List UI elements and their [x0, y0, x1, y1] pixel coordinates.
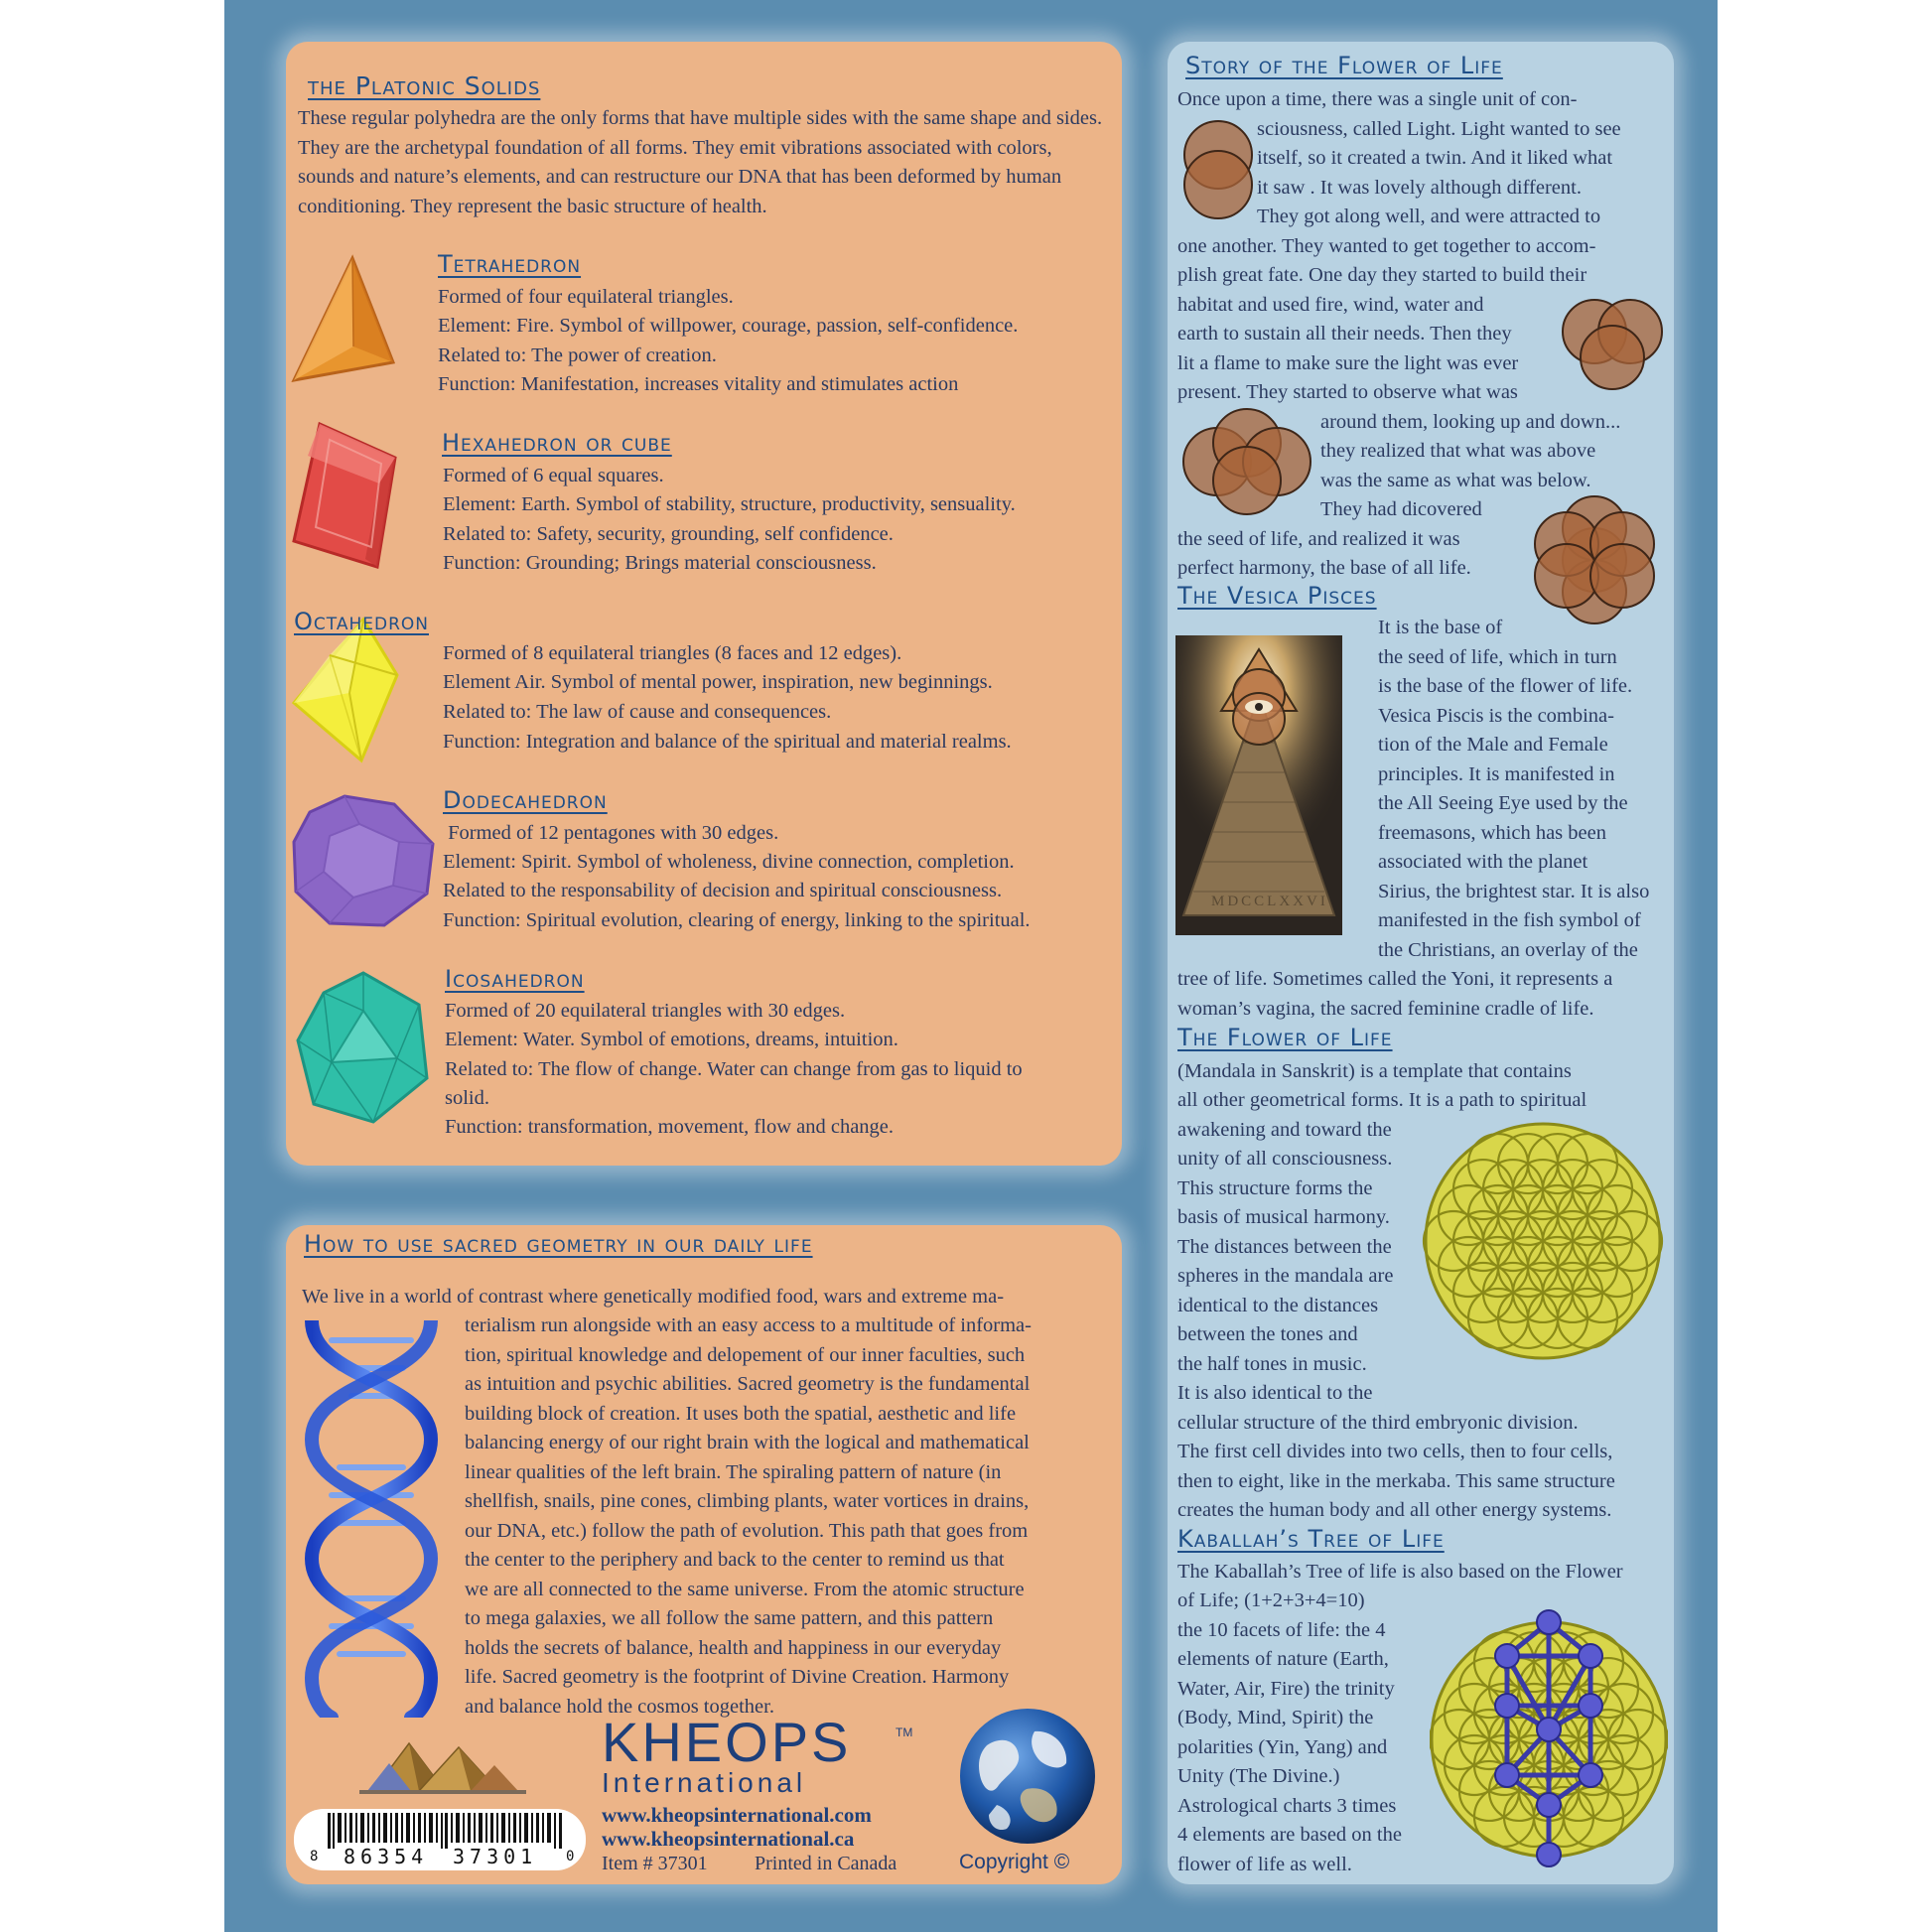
- flower-line-a1: (Mandala in Sanskrit) is a template that contains: [1177, 1060, 1572, 1082]
- icosahedron-line-3: Related to: The flow of change. Water can change from gas to liquid to: [445, 1058, 1023, 1080]
- vesica-line-a3: is the base of the flower of life.: [1378, 675, 1633, 697]
- item-number: Item # 37301: [602, 1853, 708, 1874]
- platonic-title: the Platonic Solids: [308, 71, 541, 100]
- flower-line-b3: This structure forms the: [1177, 1177, 1373, 1199]
- story-line-c1: one another. They wanted to get together to accom-: [1177, 235, 1596, 257]
- kabbalah-line-b1: the 10 facets of life: the 4: [1177, 1619, 1386, 1641]
- tree-of-life-icon: [1430, 1606, 1668, 1872]
- flower-line-b8: between the tones and: [1177, 1323, 1358, 1345]
- vesica-title: The Vesica Pisces: [1177, 582, 1377, 610]
- solid-name-dodecahedron: Dodecahedron: [443, 786, 608, 814]
- dodecahedron-line-2: Element: Spirit. Symbol of wholeness, divine connection, completion.: [443, 851, 1015, 873]
- octahedron-line-2: Element Air. Symbol of mental power, inspiration, new beginnings.: [443, 671, 993, 693]
- dodecahedron-line-4: Function: Spiritual evolution, clearing of energy, linking to the spiritual.: [443, 909, 1031, 931]
- flower-line-c3: then to eight, like in the merkaba. This same structure: [1177, 1470, 1615, 1492]
- solid-name-cube: Hexahedron or cube: [442, 429, 672, 457]
- icosahedron-icon: [294, 971, 433, 1126]
- story-line-c5: lit a flame to make sure the light was ever: [1177, 352, 1519, 374]
- flower-line-c2: The first cell divides into two cells, then to four cells,: [1177, 1441, 1613, 1462]
- three-circles-icon: [1559, 294, 1668, 393]
- kabbalah-line-a1: The Kaballah’s Tree of life is also based on the Flower: [1177, 1561, 1623, 1583]
- four-circles-icon: [1177, 407, 1316, 516]
- flower-line-b2: unity of all consciousness.: [1177, 1148, 1393, 1170]
- flower-title: The Flower of Life: [1177, 1024, 1393, 1051]
- vesica-line-b2: woman’s vagina, the sacred feminine cradle of life.: [1177, 998, 1594, 1020]
- flower-of-life-icon: [1418, 1116, 1668, 1366]
- story-line-c3: habitat and used fire, wind, water and: [1177, 294, 1484, 316]
- flower-line-c1: cellular structure of the third embryonic division.: [1177, 1412, 1579, 1434]
- flower-line-b7: identical to the distances: [1177, 1295, 1379, 1316]
- kabbalah-line-a2: of Life; (1+2+3+4=10): [1177, 1589, 1365, 1611]
- vesica-line-a11: manifested in the fish symbol of: [1378, 909, 1641, 931]
- how-to-line-12: holds the secrets of balance, health and happiness in our everyday: [465, 1637, 1002, 1659]
- kabbalah-line-b5: polarities (Yin, Yang) and: [1177, 1736, 1388, 1758]
- barcode-digit-1: 8: [310, 1849, 319, 1864]
- tetrahedron-line-1: Formed of four equilateral triangles.: [438, 286, 734, 308]
- vesica-line-a8: freemasons, which has been: [1378, 822, 1606, 844]
- vesica-line-a2: the seed of life, which in turn: [1378, 646, 1617, 668]
- how-to-line-11: to mega galaxies, we all follow the same pattern, and this pattern: [465, 1607, 994, 1629]
- brand-subtitle: International: [602, 1767, 807, 1798]
- story-line-e1: the seed of life, and realized it was: [1177, 528, 1460, 550]
- story-line-b4: They got along well, and were attracted to: [1257, 206, 1601, 227]
- kabbalah-line-b2: elements of nature (Earth,: [1177, 1648, 1389, 1670]
- vesica-line-a5: tion of the Male and Female: [1378, 734, 1608, 756]
- flower-line-b1: awakening and toward the: [1177, 1119, 1392, 1141]
- solid-name-tetrahedron: Tetrahedron: [438, 250, 582, 278]
- how-to-line-14: and balance hold the cosmos together.: [465, 1696, 774, 1718]
- tetrahedron-line-4: Function: Manifestation, increases vitality and stimulates action: [438, 373, 959, 395]
- cube-icon: [290, 420, 401, 579]
- story-line-d4: They had dicovered: [1320, 498, 1482, 520]
- octahedron-line-4: Function: Integration and balance of the spiritual and material realms.: [443, 731, 1012, 753]
- story-line-b3: it saw . It was lovely although different.: [1257, 177, 1582, 199]
- kabbalah-line-b8: 4 elements are based on the: [1177, 1824, 1402, 1846]
- vesica-line-a10: Sirius, the brightest star. It is also: [1378, 881, 1650, 902]
- vesica-line-a12: the Christians, an overlay of the: [1378, 939, 1638, 961]
- tetrahedron-line-2: Element: Fire. Symbol of willpower, courage, passion, self-confidence.: [438, 315, 1019, 337]
- how-to-line-1: terialism run alongside with an easy access to a multitude of informa-: [465, 1314, 1032, 1336]
- how-to-line-7: shellfish, snails, pine cones, climbing plants, water vortices in drains,: [465, 1490, 1030, 1512]
- earth-globe-icon: [957, 1706, 1098, 1847]
- flower-line-b10: It is also identical to the: [1177, 1382, 1373, 1404]
- barcode-icon: [328, 1813, 566, 1849]
- story-line-d1: around them, looking up and down...: [1320, 411, 1621, 433]
- icosahedron-line-2: Element: Water. Symbol of emotions, dreams, intuition.: [445, 1029, 898, 1050]
- how-to-line-4: building block of creation. It uses both the spatial, aesthetic and life: [465, 1403, 1017, 1425]
- vesica-line-a6: principles. It is manifested in: [1378, 763, 1615, 785]
- icosahedron-line-1: Formed of 20 equilateral triangles with 30 edges.: [445, 1000, 846, 1022]
- tetrahedron-icon: [288, 253, 399, 386]
- flower-line-b6: spheres in the mandala are: [1177, 1265, 1394, 1287]
- website-link-ca[interactable]: www.kheopsinternational.ca: [602, 1827, 855, 1851]
- vesica-line-a1: It is the base of: [1378, 617, 1503, 638]
- octahedron-icon: [290, 616, 401, 764]
- brand-tm: TM: [896, 1725, 913, 1739]
- dodecahedron-icon: [290, 794, 439, 928]
- story-line-d2: they realized that what was above: [1320, 440, 1596, 462]
- tetrahedron-line-3: Related to: The power of creation.: [438, 345, 717, 366]
- seed-of-life-icon: [1523, 492, 1666, 627]
- octahedron-line-3: Related to: The law of cause and consequences.: [443, 701, 832, 723]
- flower-line-a2: all other geometrical forms. It is a path to spiritual: [1177, 1089, 1587, 1111]
- flower-line-c4: creates the human body and all other energy systems.: [1177, 1499, 1612, 1521]
- barcode-digit-2: 86354: [344, 1845, 429, 1868]
- vesica-circles-icon: [1179, 117, 1257, 222]
- story-line-c6: present. They started to observe what was: [1177, 381, 1518, 403]
- vesica-line-b1: tree of life. Sometimes called the Yoni, it represents a: [1177, 968, 1613, 990]
- website-link-com[interactable]: www.kheopsinternational.com: [602, 1803, 872, 1827]
- cube-line-2: Element: Earth. Symbol of stability, structure, productivity, sensuality.: [443, 493, 1016, 515]
- vesica-line-a4: Vesica Piscis is the combina-: [1378, 705, 1614, 727]
- cube-line-4: Function: Grounding; Brings material consciousness.: [443, 552, 877, 574]
- kabbalah-line-b7: Astrological charts 3 times: [1177, 1795, 1397, 1817]
- pyramid-inscription: MDCCLXXVI: [1211, 894, 1328, 909]
- printed-in: Printed in Canada: [755, 1853, 897, 1874]
- octahedron-line-1: Formed of 8 equilateral triangles (8 faces and 12 edges).: [443, 642, 902, 664]
- how-to-line-13: life. Sacred geometry is the footprint of Divine Creation. Harmony: [465, 1666, 1010, 1688]
- solid-name-octahedron: Octahedron: [294, 608, 429, 635]
- barcode-digit-4: 0: [566, 1849, 575, 1864]
- story-line-a1: Once upon a time, there was a single unit of con-: [1177, 88, 1578, 110]
- all-seeing-eye-pyramid-image: [1175, 635, 1342, 935]
- icosahedron-line-5: Function: transformation, movement, flow and change.: [445, 1116, 895, 1138]
- how-to-line-10: we are all connected to the same universe. From the atomic structure: [465, 1579, 1025, 1600]
- how-to-first-line: We live in a world of contrast where genetically modified food, wars and extreme ma-: [302, 1286, 1005, 1308]
- how-to-line-2: tion, spiritual knowledge and delopement of our inner faculties, such: [465, 1344, 1026, 1366]
- how-to-line-3: as intuition and psychic abilities. Sacred geometry is the fundamental: [465, 1373, 1031, 1395]
- story-line-b2: itself, so it created a twin. And it liked what: [1257, 147, 1613, 169]
- cube-line-1: Formed of 6 equal squares.: [443, 465, 664, 486]
- story-line-c4: earth to sustain all their needs. Then they: [1177, 323, 1512, 345]
- dodecahedron-line-1: Formed of 12 pentagones with 30 edges.: [443, 822, 779, 844]
- story-line-d3: was the same as what was below.: [1320, 470, 1591, 491]
- story-line-c2: plish great fate. One day they started to build their: [1177, 264, 1587, 286]
- flower-line-b5: The distances between the: [1177, 1236, 1392, 1258]
- how-to-line-5: balancing energy of our right brain with the logical and mathematical: [465, 1432, 1030, 1453]
- icosahedron-line-4: solid.: [445, 1087, 489, 1109]
- story-line-e2: perfect harmony, the base of all life.: [1177, 557, 1471, 579]
- vesica-line-a7: the All Seeing Eye used by the: [1378, 792, 1628, 814]
- barcode-digit-3: 37301: [453, 1845, 538, 1868]
- kabbalah-line-b6: Unity (The Divine.): [1177, 1765, 1340, 1787]
- pyramids-logo-icon: [359, 1737, 526, 1795]
- cube-line-3: Related to: Safety, security, grounding, self confidence.: [443, 523, 894, 545]
- vesica-line-a9: associated with the planet: [1378, 851, 1588, 873]
- how-to-line-8: our DNA, etc.) follow the path of evolution. This path that goes from: [465, 1520, 1029, 1542]
- dodecahedron-line-3: Related to the responsability of decision and spiritual consciousness.: [443, 880, 1003, 901]
- how-to-title: How to use sacred geometry in our daily life: [304, 1230, 813, 1258]
- kabbalah-line-b9: flower of life as well.: [1177, 1854, 1352, 1875]
- kabbalah-line-b3: Water, Air, Fire) the trinity: [1177, 1678, 1395, 1700]
- kabbalah-line-b4: (Body, Mind, Spirit) the: [1177, 1707, 1374, 1728]
- brand-logo: KHEOPS: [602, 1711, 852, 1773]
- flower-line-b4: basis of musical harmony.: [1177, 1206, 1390, 1228]
- dna-helix-icon: [292, 1320, 451, 1718]
- flower-line-b9: the half tones in music.: [1177, 1353, 1367, 1375]
- solid-name-icosahedron: Icosahedron: [445, 965, 585, 993]
- how-to-line-9: the center to the periphery and back to the center to remind us that: [465, 1549, 1005, 1571]
- how-to-line-6: linear qualities of the left brain. The spiraling pattern of nature (in: [465, 1461, 1002, 1483]
- story-line-b1: sciousness, called Light. Light wanted to see: [1257, 118, 1621, 140]
- kabbalah-title: Kaballah’s Tree of Life: [1177, 1525, 1445, 1553]
- story-title: Story of the Flower of Life: [1185, 52, 1503, 79]
- copyright-label: Copyright ©: [959, 1851, 1070, 1873]
- platonic-intro: These regular polyhedra are the only forms that have multiple sides with the same shape and sides. They are the archetypal foundation of all forms. They emit vibrations associated with colors, sounds and nature’s elements, and can restructure our DNA that has been deformed by human conditioning. They represent the basic structure of health.: [298, 107, 1103, 217]
